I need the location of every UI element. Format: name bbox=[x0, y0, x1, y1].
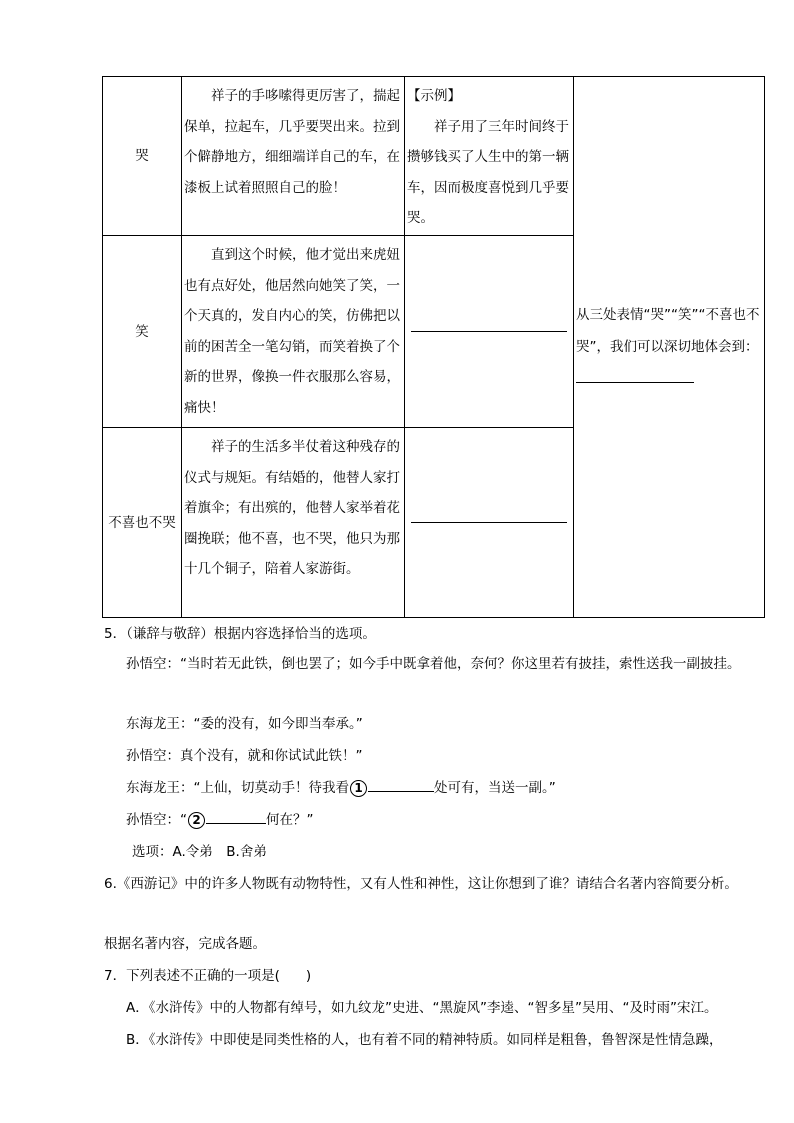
blank-2[interactable] bbox=[206, 809, 266, 824]
option-b: B．《水浒传》中即使是同类性格的人，也有着不同的精神特质。如同样是粗鲁，鲁智深是性情急躁， bbox=[126, 1032, 723, 1048]
dialogue-text: 孙悟空：“ bbox=[126, 812, 187, 828]
options-line: 选项：A.令弟 B.舍弟 bbox=[132, 844, 267, 860]
example-title: 【示例】 bbox=[407, 88, 461, 104]
dialogue-line: 孙悟空：真个没有，就和你试试此铁！” bbox=[126, 748, 363, 764]
row-label: 笑 bbox=[103, 236, 182, 428]
question-number: 5． bbox=[104, 626, 127, 642]
dialogue-line bbox=[126, 773, 754, 803]
option-a: A．《水浒传》中的人物都有绰号，如九纹龙”史进、“黑旋风”李逵、“智多星”吴用、“及时雨”宋江。 bbox=[126, 1000, 718, 1016]
dialogue-line bbox=[126, 805, 754, 835]
dialogue-line: 孙悟空：“当时若无此铁，倒也罢了；如今手中既拿着他，奈何？你这里若有披挂，索性送我一副披挂。 bbox=[126, 656, 741, 672]
dialogue-text: 东海龙王：“上仙，切莫动手！待我看 bbox=[126, 780, 349, 796]
dialogue-text: 处可有，当送一副。” bbox=[434, 780, 556, 796]
dialogue-text: 何在？” bbox=[266, 812, 314, 828]
question-number: 7． bbox=[104, 968, 127, 984]
example-cell bbox=[405, 77, 574, 236]
summary-cell bbox=[574, 77, 765, 618]
blank-1[interactable] bbox=[368, 777, 434, 792]
question-7-stem bbox=[104, 961, 754, 991]
question-number: 6. bbox=[104, 876, 117, 892]
row-quote: 祥子的生活多半仗着这种残存的仪式与规矩。有结婚的，他替人家打着旗伞；有出殡的，他替人家举着花圈挽联；他不喜，也不哭，他只为那十几个铜子，陪着人家游街。 bbox=[182, 428, 405, 618]
answer-blank[interactable] bbox=[411, 331, 567, 332]
circle-number-1: 1 bbox=[350, 780, 367, 797]
emotion-table bbox=[102, 76, 765, 618]
answer-cell[interactable] bbox=[405, 428, 574, 618]
answer-blank[interactable] bbox=[411, 522, 567, 523]
row-label: 不喜也不哭 bbox=[103, 428, 182, 618]
question-stem: 下列表述不正确的一项是( bbox=[126, 968, 280, 984]
question-text: 《西游记》中的许多人物既有动物特性，又有人性和神性，这让你想到了谁？请结合名著内容简要分析。 bbox=[116, 876, 738, 892]
instruction: 根据名著内容，完成各题。 bbox=[104, 936, 266, 952]
summary-text: 从三处表情“哭”“笑”“不喜也不哭”，我们可以深切地体会到： bbox=[576, 307, 760, 355]
summary-answer-blank[interactable] bbox=[576, 368, 694, 383]
question-stem-close: ) bbox=[305, 968, 312, 984]
row-quote: 直到这个时候，他才觉出来虎妞也有点好处，他居然向她笑了笑，一个天真的，发自内心的笑，仿佛把以前的困苦全一笔勾销，而笑着换了个新的世界，像换一件衣服那么容易，痛快！ bbox=[182, 236, 405, 428]
row-label: 哭 bbox=[103, 77, 182, 236]
dialogue-line: 东海龙王：“委的没有，如今即当奉承。” bbox=[126, 716, 363, 732]
table-row bbox=[103, 77, 765, 236]
question-6 bbox=[104, 869, 750, 899]
question-5-stem bbox=[104, 619, 754, 649]
answer-cell[interactable] bbox=[405, 236, 574, 428]
question-stem: （谦辞与敬辞）根据内容选择恰当的选项。 bbox=[126, 626, 376, 642]
circle-number-2: 2 bbox=[188, 812, 205, 829]
example-text: 祥子用了三年时间终于攒够钱买了人生中的第一辆车，因而极度喜悦到几乎要哭。 bbox=[407, 118, 569, 226]
row-quote: 祥子的手哆嗦得更厉害了，揣起保单，拉起车，几乎要哭出来。拉到个僻静地方，细细端详自己的车，在漆板上试着照照自己的脸！ bbox=[182, 77, 405, 236]
